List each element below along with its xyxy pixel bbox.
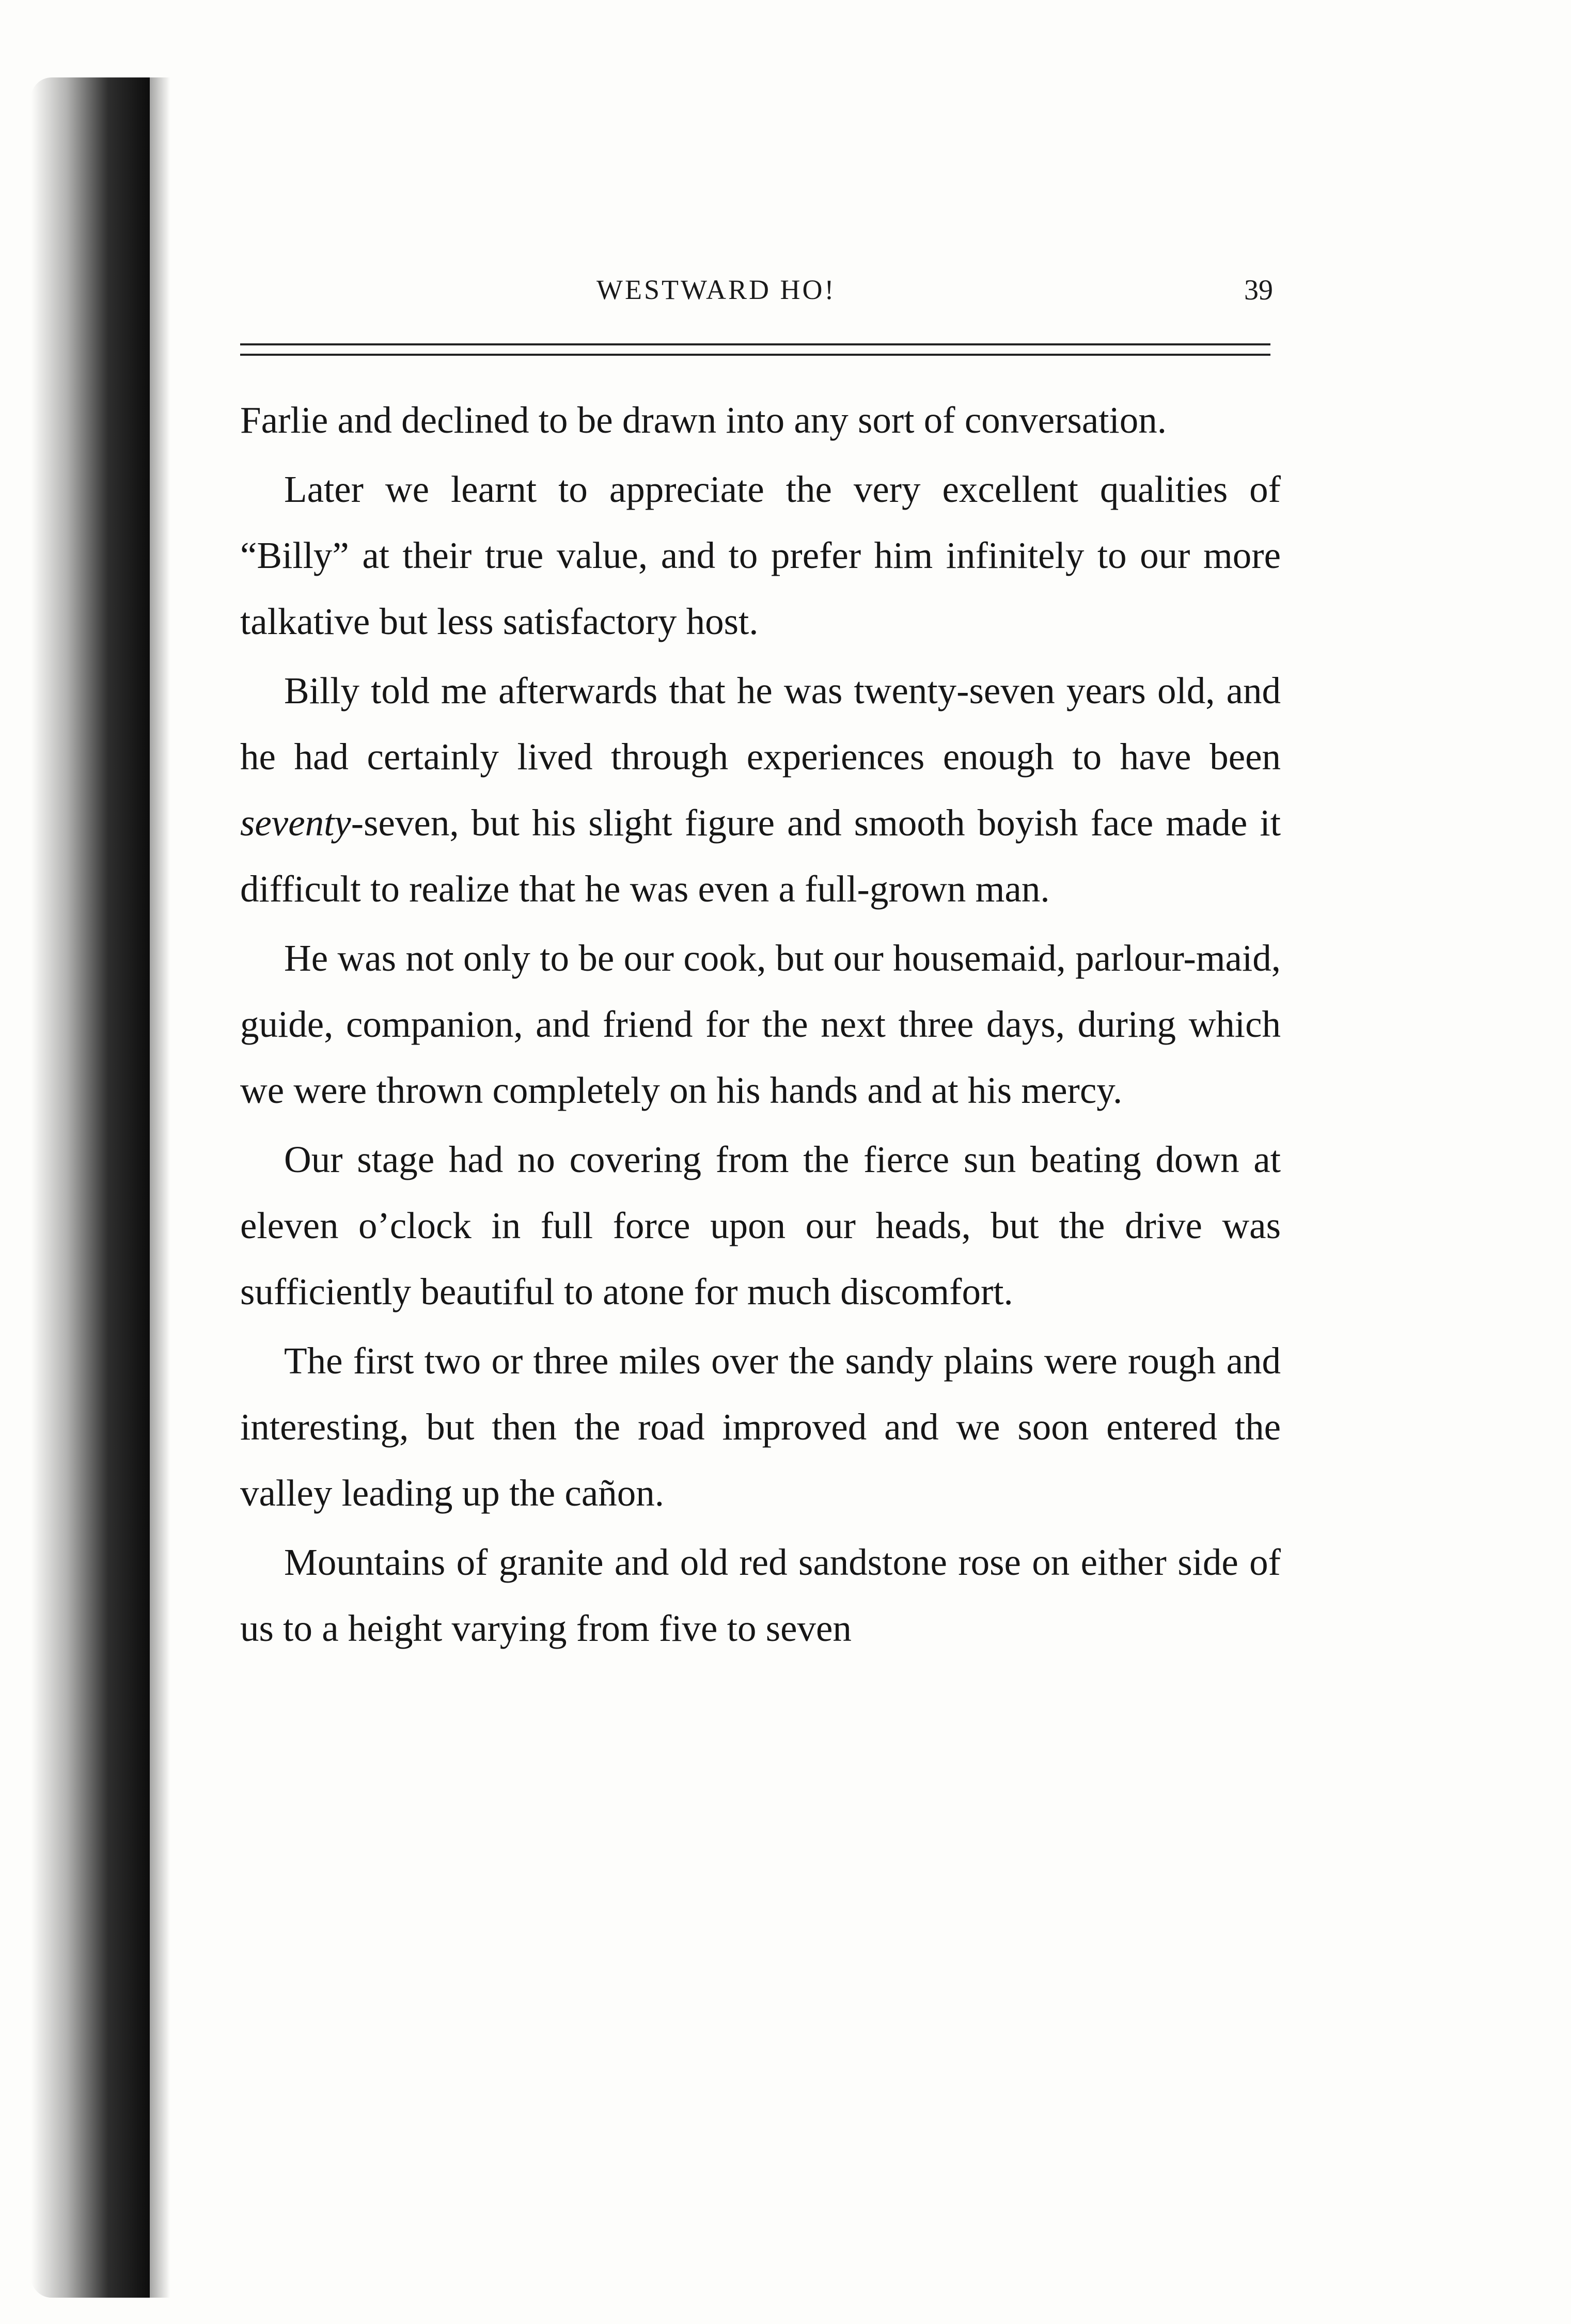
paragraph-5: Our stage had no covering from the fierce sun beating down at eleven o’clock in full force upon our heads, but the drive was sufficiently beautiful to atone for much discomfort. [240, 1139, 1281, 1313]
header-rule-top [240, 343, 1270, 345]
header-rule-bottom [240, 354, 1270, 356]
italic-word: seventy [240, 802, 351, 844]
paragraph-3-part-2: -seven, but his slight figure and smooth boyish face made it difficult to realize that he was even a full-grown man. [240, 802, 1281, 910]
body-text [240, 387, 1281, 1665]
binding-shadow [150, 77, 170, 2298]
paragraph-2: Later we learnt to appreciate the very excellent qualities of “Billy” at their true value, and to prefer him infinitely to our more talkative but less satisfactory host. [240, 468, 1281, 642]
paragraph-6: The first two or three miles over the sandy plains were rough and interesting, but then the road improved and we soon entered the valley leading up the cañon. [240, 1340, 1281, 1514]
paragraph-7: Mountains of granite and old red sandstone rose on either side of us to a height varying from five to seven [240, 1541, 1281, 1649]
running-head [240, 274, 1273, 315]
paragraph-3 [240, 658, 1281, 922]
paragraph-3-part-1: Billy told me afterwards that he was twenty-seven years old, and he had certainly lived through experiences enough to have been [240, 670, 1281, 778]
binding-edge [31, 77, 150, 2298]
paragraph-1: Farlie and declined to be drawn into any sort of conversation. [240, 399, 1167, 441]
paragraph-4: He was not only to be our cook, but our housemaid, parlour-maid, guide, companion, and friend for the next three days, during which we were thrown completely on his hands and at his mercy. [240, 937, 1281, 1111]
page-number: 39 [1244, 274, 1273, 306]
running-title: WESTWARD HO! [596, 274, 836, 305]
